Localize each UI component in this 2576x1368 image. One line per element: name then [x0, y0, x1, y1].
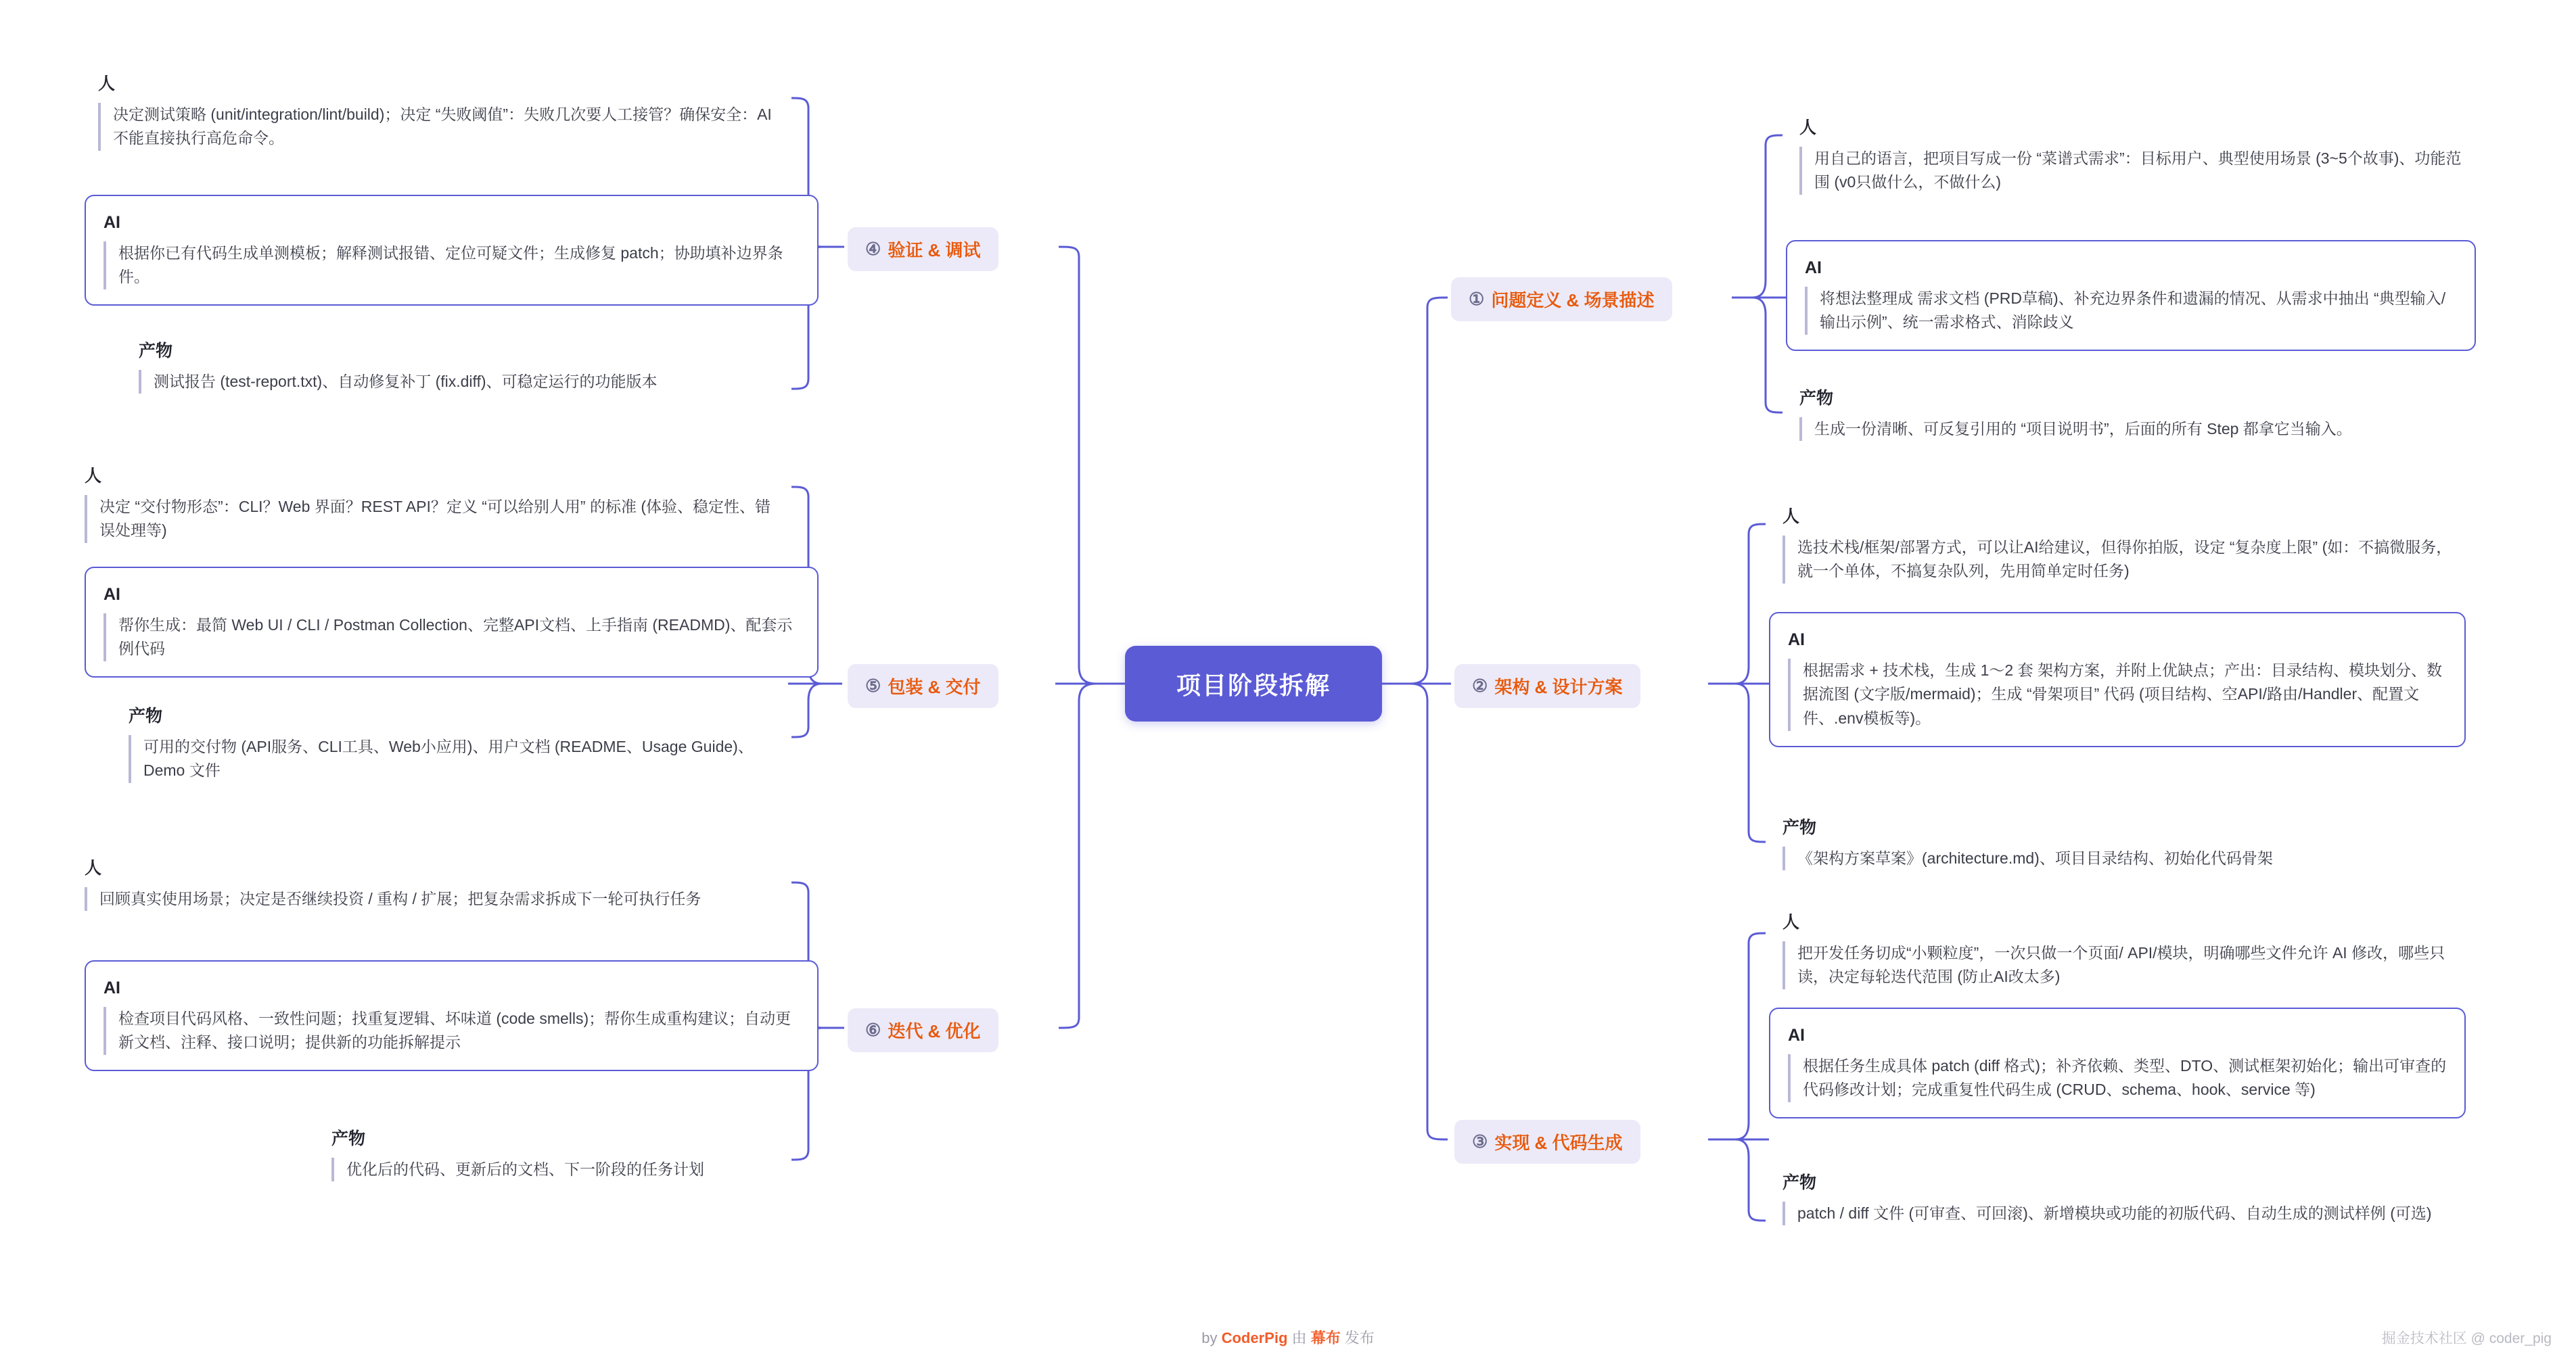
block-role: AI	[1788, 1026, 1805, 1045]
stage-5-human-block	[85, 463, 785, 543]
stage-2-ai-block	[1769, 612, 2466, 747]
stage-1-pill[interactable]	[1451, 277, 1672, 321]
stage-5-ai-block	[85, 567, 819, 678]
block-role: 产物	[331, 1129, 366, 1148]
block-role: 产物	[139, 341, 173, 360]
block-role: AI	[1805, 258, 1822, 277]
stage-1-ai-block	[1786, 240, 2476, 351]
block-text: 帮你生成：最简 Web UI / CLI / Postman Collection、完整API文档、上手指南 (READMD)、配套示例代码	[104, 613, 800, 661]
stage-3-label: 实现 & 代码生成	[1494, 1133, 1623, 1153]
block-text: 优化后的代码、更新后的文档、下一阶段的任务计划	[331, 1158, 846, 1182]
stage-1-number: ①	[1469, 289, 1485, 309]
stage-3-ai-block	[1769, 1008, 2466, 1118]
stage-2-pill[interactable]	[1454, 664, 1640, 708]
stage-6-ai-block	[85, 960, 819, 1071]
block-text: 生成一份清晰、可反复引用的 “项目说明书”，后面的所有 Step 都拿它当输入。	[1799, 417, 2476, 442]
block-text: 根据你已有代码生成单测模板；解释测试报错、定位可疑文件；生成修复 patch；协助填补边界条件。	[104, 241, 800, 289]
stage-2-human-block	[1782, 504, 2459, 584]
stage-6-number: ⑥	[865, 1020, 881, 1040]
stage-5-output-block	[129, 703, 791, 783]
block-role: AI	[104, 213, 120, 232]
block-text: 《架构方案草案》(architecture.md)、项目目录结构、初始化代码骨架	[1782, 847, 2459, 871]
block-role: 产物	[1782, 818, 1817, 837]
stage-3-pill[interactable]	[1454, 1120, 1640, 1164]
footer-brand-mubu[interactable]: 幕布	[1310, 1329, 1341, 1346]
block-text: 根据需求 + 技术栈，生成 1～2 套 架构方案，并附上优缺点；产出：目录结构、模块划分、数据流图 (文字版/mermaid)；生成 “骨架项目” 代码 (项目结构、空API/路由/Handler、配置文件、.env模板等)。	[1788, 659, 2447, 731]
footer-suffix: 发布	[1340, 1329, 1375, 1346]
stage-3-human-block	[1782, 910, 2459, 989]
footer-prefix: by	[1201, 1329, 1222, 1346]
block-text: 用自己的语言，把项目写成一份 “菜谱式需求”：目标用户、典型使用场景 (3~5个故事)、功能范围 (v0只做什么，不做什么)	[1799, 147, 2462, 195]
block-role: 人	[85, 859, 102, 878]
block-role: 产物	[1799, 389, 1834, 408]
footer-middle: 由	[1287, 1329, 1311, 1346]
stage-6-output-block	[331, 1126, 846, 1181]
footer	[0, 1327, 2576, 1348]
stage-4-number: ④	[865, 239, 881, 259]
stage-4-pill[interactable]	[848, 227, 998, 271]
center-node[interactable]	[1125, 646, 1382, 722]
block-text: 把开发任务切成“小颗粒度”，一次只做一个页面/ API/模块，明确哪些文件允许 AI 修改，哪些只读，决定每轮迭代范围 (防止AI改太多)	[1782, 941, 2459, 989]
stage-4-human-block	[98, 71, 781, 151]
stage-2-label: 架构 & 设计方案	[1494, 677, 1623, 697]
stage-4-ai-block	[85, 195, 819, 306]
block-text: 检查项目代码风格、一致性问题；找重复逻辑、坏味道 (code smells)；帮你生成重构建议；自动更新文档、注释、接口说明；提供新的功能拆解提示	[104, 1007, 800, 1055]
block-text: 可用的交付物 (API服务、CLI工具、Web小应用)、用户文档 (README、Usage Guide)、Demo 文件	[129, 735, 791, 783]
stage-4-label: 验证 & 调试	[888, 240, 981, 260]
block-role: AI	[104, 978, 120, 997]
stage-5-number: ⑤	[865, 676, 881, 696]
block-role: 产物	[129, 707, 163, 726]
stage-6-human-block	[85, 855, 785, 911]
center-node-title: 项目阶段拆解	[1176, 671, 1331, 699]
stage-6-label: 迭代 & 优化	[888, 1021, 981, 1041]
block-role: 产物	[1782, 1173, 1817, 1192]
footer-brand[interactable]: CoderPig	[1221, 1329, 1288, 1346]
stage-2-number: ②	[1472, 676, 1488, 696]
stage-5-label: 包装 & 交付	[888, 677, 981, 697]
block-text: 根据任务生成具体 patch (diff 格式)；补齐依赖、类型、DTO、测试框架初始化；输出可审查的代码修改计划；完成重复性代码生成 (CRUD、schema、hook、service 等)	[1788, 1054, 2447, 1102]
stage-2-output-block	[1782, 815, 2459, 870]
block-role: 人	[98, 74, 116, 93]
stage-1-human-block	[1799, 115, 2462, 195]
block-text: 决定测试策略 (unit/integration/lint/build)；决定 “失败阈值”：失败几次要人工接管？确保安全：AI 不能直接执行高危命令。	[98, 103, 781, 151]
block-role: 人	[1782, 507, 1800, 526]
stage-3-output-block	[1782, 1170, 2459, 1225]
stage-1-output-block	[1799, 385, 2476, 441]
block-role: AI	[1788, 630, 1805, 649]
stage-4-output-block	[139, 338, 815, 394]
block-role: 人	[85, 467, 102, 486]
block-text: 将想法整理成 需求文档 (PRD草稿)、补充边界条件和遗漏的情况、从需求中抽出 “典型输入/输出示例”、统一需求格式、消除歧义	[1805, 287, 2457, 335]
stage-6-pill[interactable]	[848, 1008, 998, 1052]
stage-1-label: 问题定义 & 场景描述	[1491, 290, 1655, 310]
block-text: 选技术栈/框架/部署方式，可以让AI给建议，但得你拍版，设定 “复杂度上限” (如：不搞微服务，就一个单体，不搞复杂队列，先用简单定时任务)	[1782, 536, 2459, 584]
stage-5-pill[interactable]	[848, 664, 998, 708]
block-role: 人	[1799, 118, 1817, 137]
block-text: 决定 “交付物形态”：CLI？Web 界面？REST API？定义 “可以给别人用” 的标准 (体验、稳定性、错误处理等)	[85, 495, 785, 543]
block-text: 回顾真实使用场景；决定是否继续投资 / 重构 / 扩展；把复杂需求拆成下一轮可执行任务	[85, 887, 785, 912]
stage-3-number: ③	[1472, 1131, 1488, 1152]
block-role: 人	[1782, 913, 1800, 932]
watermark: 掘金技术社区 @ coder_pig	[2381, 1331, 2552, 1346]
block-role: AI	[104, 585, 120, 604]
block-text: 测试报告 (test-report.txt)、自动修复补丁 (fix.diff)、可稳定运行的功能版本	[139, 370, 815, 394]
block-text: patch / diff 文件 (可审查、可回滚)、新增模块或功能的初版代码、自动生成的测试样例 (可选)	[1782, 1202, 2459, 1226]
